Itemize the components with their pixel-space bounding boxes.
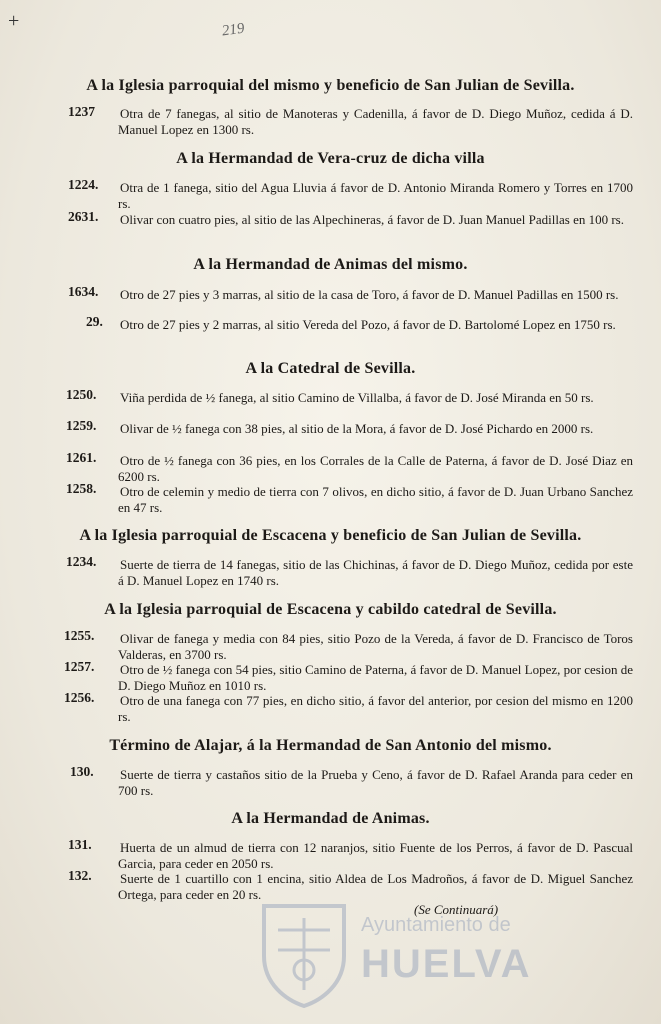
entry-text: Olivar con cuatro pies, al sitio de las Alpechineras, á favor de D. Juan Manuel Padillas en 100 rs. [120,212,624,227]
entry-number: 1256. [64,690,95,705]
closing-note: (Se Continuará) [414,902,499,917]
section-heading: A la Hermandad de Animas. [231,810,430,827]
entry-text: Suerte de tierra y castaños sitio de la Prueba y Ceno, á favor de D. Rafael Aranda para ceder en 700 rs. [118,767,633,798]
entry-text: Otra de 7 fanegas, al sitio de Manoteras y Cadenilla, á favor de D. Diego Muñoz, cedida á D. Manuel Lopez en 1300 rs. [118,106,633,137]
section-heading: A la Hermandad de Animas del mismo. [193,256,468,273]
entry-number: 1237 [68,104,95,119]
entry-text: Suerte de 1 cuartillo con 1 encina, sitio Aldea de Los Madroños, á favor de D. Miguel Sanchez Ortega, para ceder en 20 rs. [118,871,633,902]
entry-number: 130. [70,764,94,779]
watermark-line1: Ayuntamiento de [361,914,511,936]
entry-number: 1258. [66,481,97,496]
entry-number: 1250. [66,387,97,402]
section-heading: A la Iglesia parroquial de Escacena y beneficio de San Julian de Sevilla. [79,527,582,544]
entry-number: 29. [86,314,103,329]
watermark [258,900,588,1010]
entry-text: Huerta de un almud de tierra con 12 naranjos, sitio Fuente de los Perros, á favor de D. Pascual Garcia, para ceder en 2050 rs. [118,840,633,871]
section-heading: A la Iglesia parroquial de Escacena y cabildo catedral de Sevilla. [104,601,557,618]
entry-text: Suerte de tierra de 14 fanegas, sitio de las Chichinas, á favor de D. Diego Muñoz, cedida por este á D. Manuel Lopez en 1740 rs. [118,557,633,588]
entry-text: Otro de una fanega con 77 pies, en dicho sitio, á favor del anterior, por cesion del mismo en 1200 rs. [118,693,633,724]
shield-icon [258,900,350,1008]
section-heading: A la Iglesia parroquial del mismo y beneficio de San Julian de Sevilla. [86,77,575,94]
entry-number: 2631. [68,209,99,224]
folio-number: 219 [220,20,246,40]
entry-number: 1257. [64,659,95,674]
entry-text: Otro de ½ fanega con 36 pies, en los Corrales de la Calle de Paterna, á favor de D. José Diaz en 6200 rs. [118,453,633,484]
section-heading: A la Hermandad de Vera-cruz de dicha villa [176,150,485,167]
entry-number: 1634. [68,284,99,299]
margin-mark: + [8,10,20,32]
entry-text: Otro de ½ fanega con 54 pies, sitio Camino de Paterna, á favor de D. Manuel Lopez, por cesion de D. Diego Muñoz en 1010 rs. [118,662,633,693]
entry-number: 131. [68,837,92,852]
entry-text: Otro de celemin y medio de tierra con 7 olivos, en dicho sitio, á favor de D. Juan Urbano Sanchez en 47 rs. [118,484,633,515]
entry-number: 132. [68,868,92,883]
entry-number: 1255. [64,628,95,643]
entry-number: 1259. [66,418,97,433]
entry-text: Otra de 1 fanega, sitio del Agua Lluvia á favor de D. Antonio Miranda Romero y Torres en 1700 rs. [118,180,633,211]
entry-number: 1224. [68,177,99,192]
watermark-line2: HUELVA [361,942,532,986]
entry-number: 1234. [66,554,97,569]
entry-text: Otro de 27 pies y 3 marras, al sitio de la casa de Toro, á favor de D. Manuel Padillas en 1500 rs. [120,287,619,302]
entry-number: 1261. [66,450,97,465]
entry-text: Viña perdida de ½ fanega, al sitio Camino de Villalba, á favor de D. José Miranda en 50 rs. [120,390,594,405]
section-heading: Término de Alajar, á la Hermandad de San Antonio del mismo. [109,737,552,754]
entry-text: Otro de 27 pies y 2 marras, al sitio Vereda del Pozo, á favor de D. Bartolomé Lopez en 1750 rs. [120,317,616,332]
section-heading: A la Catedral de Sevilla. [245,360,416,377]
entry-text: Olivar de fanega y media con 84 pies, sitio Pozo de la Vereda, á favor de D. Francisco de Toros Valderas, en 3700 rs. [118,631,633,662]
entry-text: Olivar de ½ fanega con 38 pies, al sitio de la Mora, á favor de D. José Pichardo en 2000 rs. [120,421,594,436]
